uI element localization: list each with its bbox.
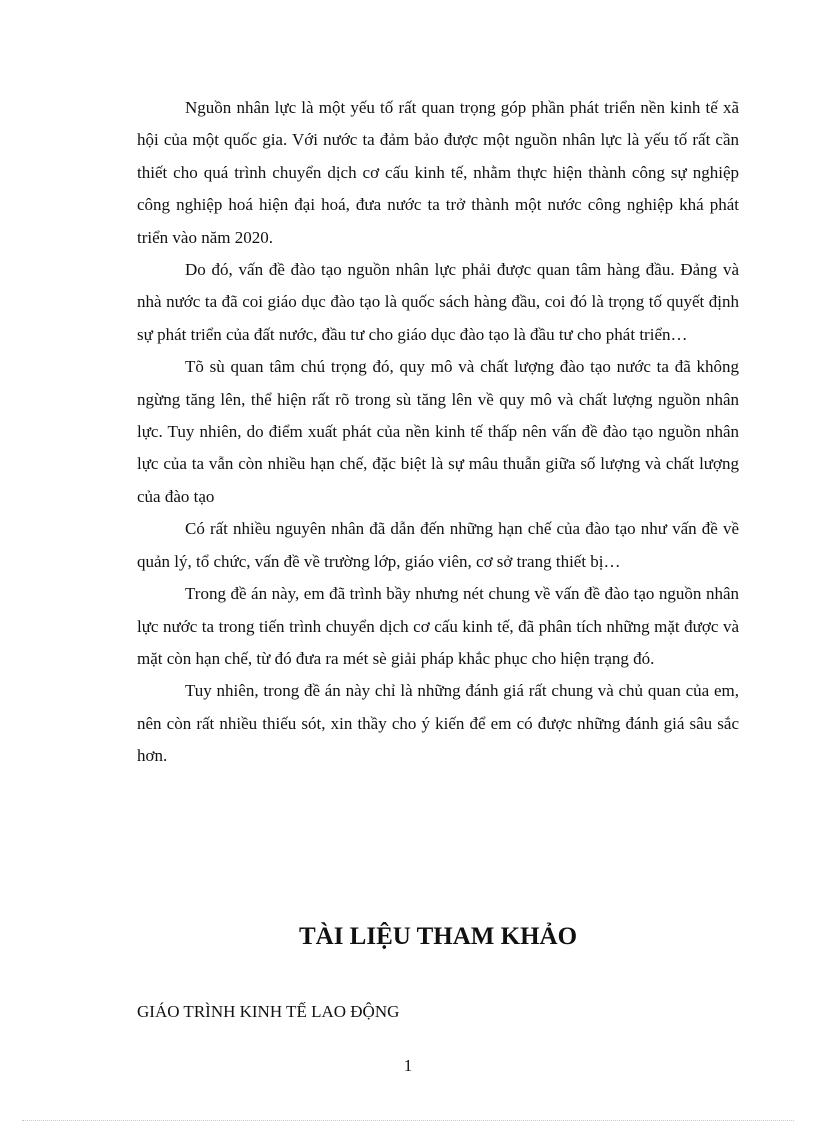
- page-number: 1: [403, 1056, 413, 1075]
- paragraph-1: Nguồn nhân lực là một yếu tố rất quan trọng góp phần phát triển nền kinh tế xã hội của một quốc gia. Với nước ta đảm bảo được một nguồn nhân lực là yếu tố rất cần thiết cho quá trình chuyển dịch cơ cấu kinh tế, nhằm thực hiện thành công sự nghiệp công nghiệp hoá hiện đại hoá, đưa nước ta trở thành một nước công nghiệp khá phát triển vào năm 2020.: [137, 98, 739, 247]
- paragraph-2: Do đó, vấn đề đào tạo nguồn nhân lực phải được quan tâm hàng đầu. Đảng và nhà nước ta đã coi giáo dục đào tạo là quốc sách hàng đầu, coi đó là trọng tố quyết định sự phát triển của đất nước, đầu tư cho giáo dục đào tạo là đầu tư cho phát triển…: [137, 260, 739, 344]
- paragraph-3: Tõ sù quan tâm chú trọng đó, quy mô và chất lượng đào tạo nước ta đã không ngừng tăng lên, thể hiện rất rõ trong sù tăng lên về quy mô và chất lượng nguồn nhân lực. Tuy nhiên, do điểm xuất phát của nền kinh tế thấp nên vấn đề đào tạo nguồn nhân lực của ta vẫn còn nhiều hạn chế, đặc biệt là sự mâu thuẫn giữa số lượng và chất lượng của đào tạo: [137, 357, 739, 506]
- paragraph-4: Có rất nhiều nguyên nhân đã dẫn đến những hạn chế của đào tạo như vấn đề về quản lý, tổ chức, vấn đề về trường lớp, giáo viên, cơ sở trang thiết bị…: [137, 519, 739, 571]
- reference-item: GIÁO TRÌNH KINH TẾ LAO ĐỘNG: [137, 1002, 400, 1021]
- paragraph-6: Tuy nhiên, trong đề án này chỉ là những đánh giá rất chung và chủ quan của em, nên còn rất nhiều thiếu sót, xin thầy cho ý kiến để em có được những đánh giá sâu sắc hơn.: [137, 681, 739, 766]
- references-heading: TÀI LIỆU THAM KHẢO: [298, 923, 578, 950]
- paragraph-5: Trong đề án này, em đã trình bầy nhưng nét chung về vấn đề đào tạo nguồn nhân lực nước ta trong tiến trình chuyển dịch cơ cấu kinh tế, đã phân tích những mặt được và mặt còn hạn chế, từ đó đưa ra mét sè giải pháp khắc phục cho hiện trạng đó.: [137, 584, 739, 668]
- conclusion-section: [137, 92, 739, 773]
- page-bottom-divider: [22, 1120, 794, 1121]
